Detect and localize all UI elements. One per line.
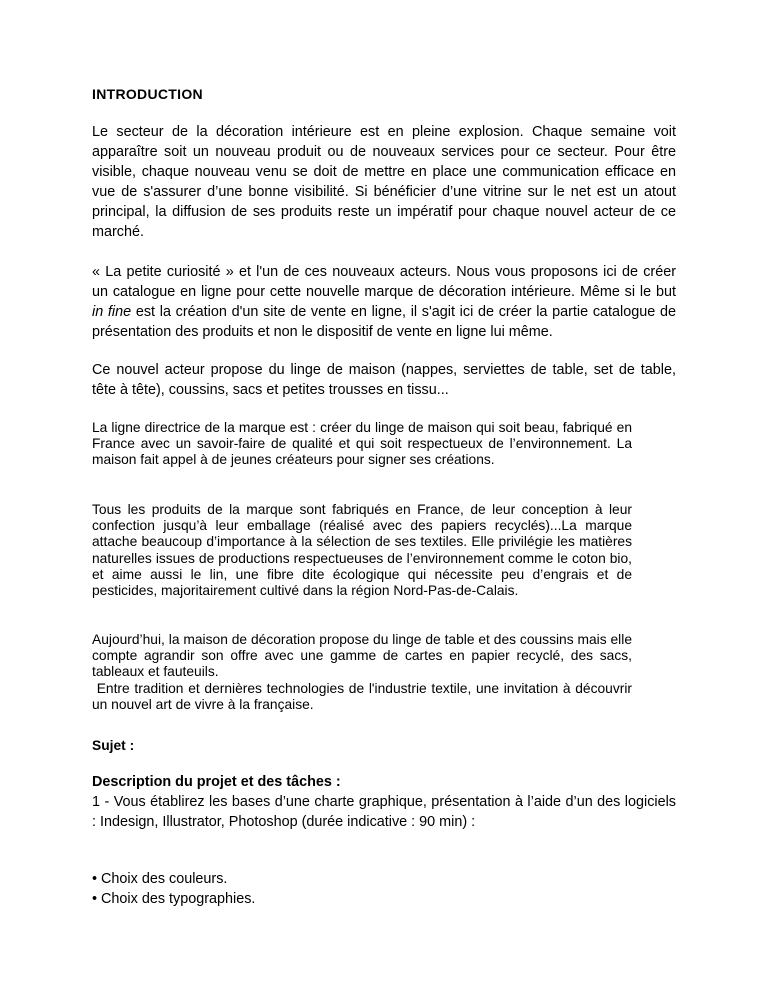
paragraph-products: Ce nouvel acteur propose du linge de maison (nappes, serviettes de table, set de table, tête à tête), coussins, sacs et petites trousses en tissu... — [92, 362, 676, 398]
paragraph-brand-text-a: « La petite curiosité » et l'un de ces nouveaux acteurs. Nous vous proposons ici de créer un catalogue en ligne pour cette nouvelle marque de décoration intérieure. Même si le but — [92, 264, 676, 300]
section-heading: INTRODUCTION — [92, 86, 203, 102]
sujet-label: Sujet : — [92, 738, 135, 753]
bullet-colors: • Choix des couleurs. — [92, 871, 228, 887]
paragraph-tradition: Entre tradition et dernières technologies de l'industrie textile, une invitation à découvrir un nouvel art de vivre à la française. — [92, 681, 636, 713]
paragraph-guideline: La ligne directrice de la marque est : créer du linge de maison qui soit beau, fabriqué en France avec un savoir-faire de qualité et qui soit respectueux de l’environnement. La maison fait appel à de jeunes créateurs pour signer ses créations. — [92, 420, 632, 468]
paragraph-brand-text-b: est la création d'un site de vente en ligne, il s'agit ici de créer la partie catalogue de présentation des produits et non le dispositif de vente en ligne lui même. — [92, 304, 676, 340]
paragraph-brand-emphasis: in fine — [92, 304, 132, 320]
bullet-typography: • Choix des typographies. — [92, 891, 256, 907]
paragraph-brand — [92, 262, 676, 342]
task-1: 1 - Vous établirez les bases d’une charte graphique, présentation à l’aide d’un des logiciels : Indesign, Illustrator, Photoshop (durée indicative : 90 min) : — [92, 794, 676, 830]
paragraph-offer: Aujourd’hui, la maison de décoration propose du linge de table et des coussins mais elle compte agrandir son offre avec une gamme de cartes en papier recyclé, des sacs, tableaux et fauteuils. — [92, 632, 632, 680]
paragraph-manufacturing: Tous les produits de la marque sont fabriqués en France, de leur conception à leur confection jusqu’à leur emballage (réalisé avec des papiers recyclés)...La marque attache beaucoup d’importance à la sélection de ses textiles. Elle privilégie les matières naturelles issues de productions respectueuses de l’environnement comme le coton bio, et aime aussi le lin, une fibre dite écologique qui nécessite peu d’engrais et de pesticides, majoritairement cultivé dans la région Nord-Pas-de-Calais. — [92, 502, 632, 599]
description-heading: Description du projet et des tâches : — [92, 774, 341, 790]
paragraph-intro: Le secteur de la décoration intérieure est en pleine explosion. Chaque semaine voit apparaître soit un nouveau produit ou de nouveaux services pour ce secteur. Pour être visible, chaque nouveau venu se doit de mettre en place une communication efficace en vue de s'assurer d’une bonne visibilité. Si bénéficier d’une vitrine sur le net est un atout principal, la diffusion de ses produits reste un impératif pour chaque nouvel acteur de ce marché. — [92, 124, 676, 240]
